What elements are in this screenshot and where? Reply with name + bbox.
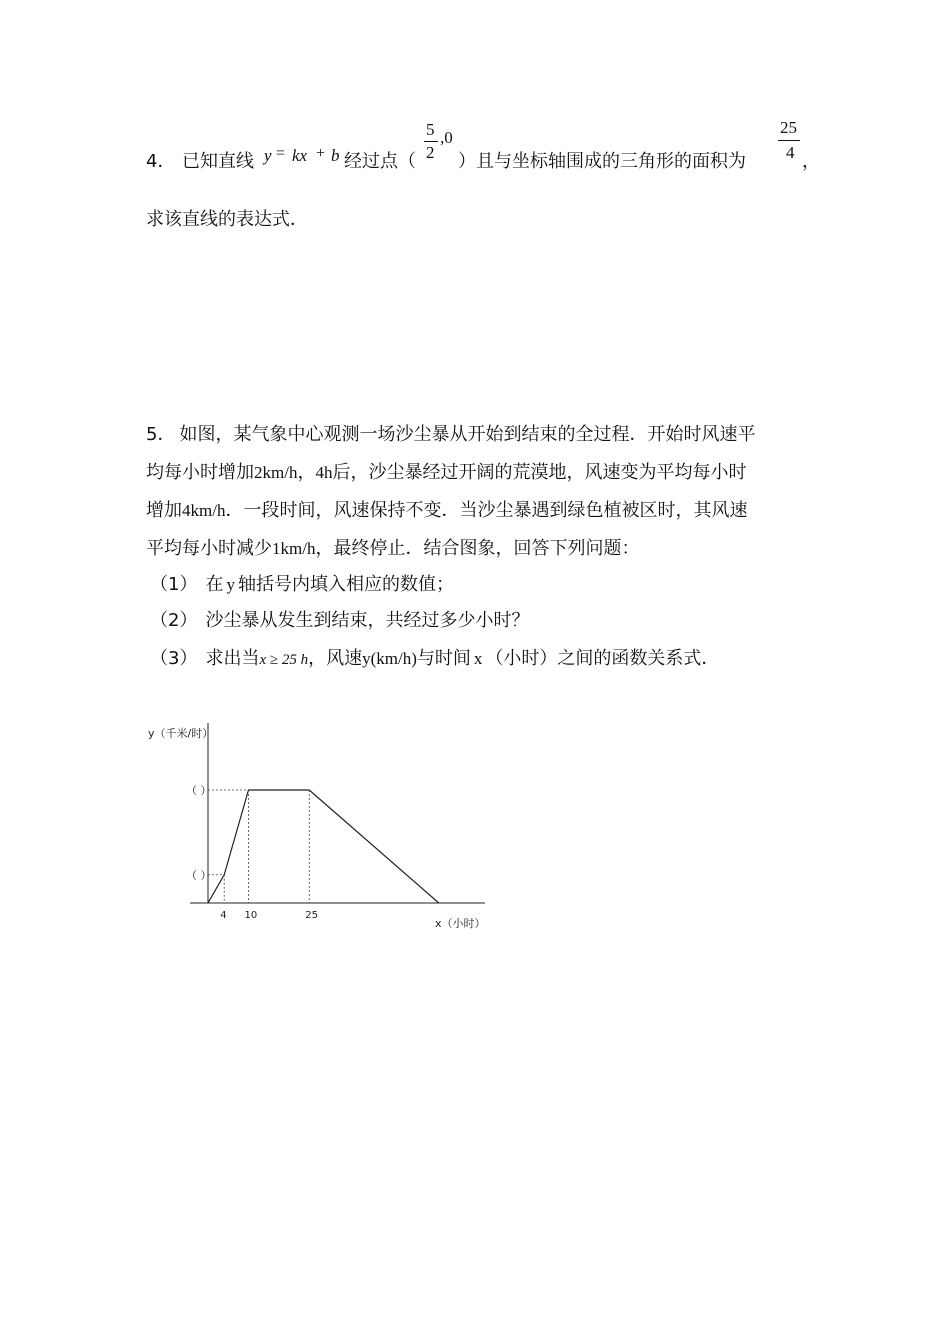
- q4-eq-y: y: [264, 146, 272, 165]
- q5-line-2-a: 均每小时增加: [146, 462, 254, 483]
- q4-point-denominator: 2: [426, 143, 435, 162]
- q4-text-3: ）且与坐标轴围成的三角形的面积为: [458, 151, 746, 172]
- wind-speed-series-line: [208, 790, 439, 903]
- q5-line-4-rate: 1km/h: [272, 539, 316, 558]
- q5-sub-2-text: 沙尘暴从发生到结束，共经过多少小时？: [205, 610, 530, 631]
- q5-line-2-hours: 4h: [315, 463, 333, 482]
- q5-line-3-rate: 4km/h: [182, 501, 226, 520]
- q5-sub-1-number: （1）: [150, 574, 198, 595]
- x-tick-label-25: 25: [305, 910, 318, 921]
- q4-text-2: 经过点（: [344, 151, 416, 172]
- q5-line-2-c: ，: [297, 462, 316, 483]
- q5-line-1-text: 如图，某气象中心观测一场沙尘暴从开始到结束的全过程．开始时风速平: [179, 424, 756, 445]
- q5-line-1: [146, 420, 755, 446]
- q4-comma: ，: [802, 151, 820, 172]
- q5-line-3: [146, 496, 747, 522]
- q5-sub-3: [150, 644, 719, 670]
- q5-number: 5．: [146, 424, 176, 445]
- q4-line-2: 求该直线的表达式．: [146, 209, 308, 230]
- q5-line-2: [146, 458, 746, 484]
- q4-area-fraction-bar: [778, 140, 800, 141]
- q4-point-fraction-bar: [424, 141, 438, 142]
- q4-point-numerator: 5: [426, 120, 435, 139]
- q4-area-denominator: 4: [786, 143, 795, 162]
- q5-sub-3-a: 求出当: [205, 648, 260, 669]
- q5-line-2-rate: 2km/h: [254, 463, 298, 482]
- q5-line-4-c: ，最终停止．结合图象，回答下列问题：: [315, 538, 640, 559]
- q5-line-2-e: 后，沙尘暴经过开阔的荒漠地，风速变为平均每小时: [332, 462, 747, 483]
- q4-eq-equals: =: [276, 145, 286, 162]
- q5-sub-3-d: 与时间: [416, 648, 471, 669]
- q4-point-y: ,0: [440, 128, 453, 147]
- y-axis-label: y（千米/时）: [148, 727, 214, 740]
- y-tick-label-1: （ ）: [186, 868, 212, 882]
- q4-area-numerator: 25: [780, 118, 797, 137]
- q5-line-3-a: 增加: [146, 500, 182, 521]
- q5-sub-3-e: x: [473, 649, 483, 668]
- q4-text-1: 已知直线: [182, 151, 254, 172]
- q5-line-3-c: ．一段时间，风速保持不变．当沙尘暴遇到绿色植被区时，其风速: [225, 500, 748, 521]
- q4-eq-b: b: [331, 146, 340, 165]
- wind-speed-chart: [140, 715, 500, 940]
- q5-sub-2: [150, 606, 529, 632]
- q5-sub-1: [150, 570, 454, 596]
- q5-sub-1-c: 轴括号内填入相应的数值；: [237, 574, 454, 595]
- q5-sub-1-y: y: [226, 575, 235, 594]
- q5-sub-3-number: （3）: [150, 648, 198, 669]
- x-tick-label-10: 10: [244, 910, 258, 921]
- q5-sub-1-a: 在: [205, 574, 224, 595]
- q5-sub-2-number: （2）: [150, 610, 198, 631]
- x-tick-label-4: 4: [220, 910, 227, 921]
- q5-sub-3-math: x ≥ 25 h: [259, 652, 309, 668]
- q4-eq-kx: kx: [292, 146, 308, 165]
- q5-line-4: [146, 534, 639, 560]
- q5-line-4-a: 平均每小时减少: [146, 538, 272, 559]
- x-axis-label: x（小时）: [435, 917, 486, 930]
- q4-number: 4．: [146, 151, 176, 172]
- q5-sub-3-f: （小时）之间的函数关系式．: [485, 648, 720, 669]
- q5-sub-3-b: ，风速: [308, 648, 363, 669]
- q4-eq-plus: +: [316, 145, 326, 162]
- y-tick-label-2: （ ）: [186, 784, 212, 797]
- q5-sub-3-c: y(km/h): [362, 649, 417, 668]
